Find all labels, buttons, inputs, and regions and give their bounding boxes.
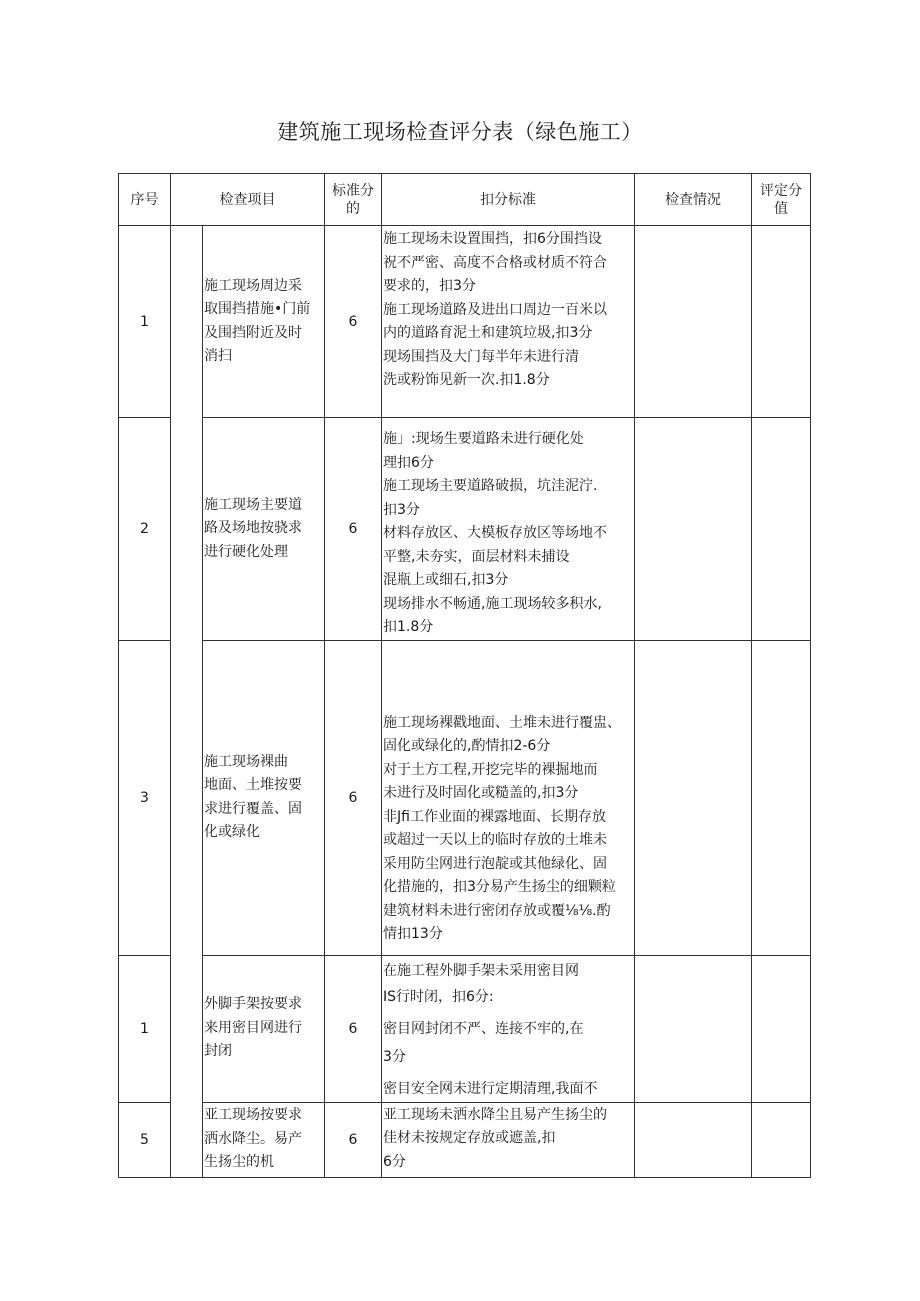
item-line: 生扬尘的机 xyxy=(204,1154,274,1171)
criteria-line: 6分 xyxy=(383,1153,406,1170)
criteria-line: 理扣6分 xyxy=(383,454,434,471)
evaluation-cell[interactable] xyxy=(752,1102,811,1177)
criteria-line: 施」:现场生要道路未进行硬化处 xyxy=(383,431,584,447)
deduction-criteria xyxy=(382,418,635,641)
criteria-line: 扣1.8分 xyxy=(383,619,434,635)
criteria-line: 佳材未按规定存放或遮盖,扣 xyxy=(383,1130,556,1146)
criteria-line: IS行时闭，扣6分: xyxy=(383,988,494,1005)
table-row xyxy=(119,955,811,1102)
check-item xyxy=(203,1102,325,1177)
row-no: 1 xyxy=(119,955,171,1102)
criteria-line: 未进行及时固化或糙盖的,扣3分 xyxy=(383,785,579,801)
item-line: 进行硬化处理 xyxy=(204,543,288,560)
table-row xyxy=(119,1102,811,1177)
item-line: 路及场地按骁求 xyxy=(204,520,302,536)
criteria-line: 3分 xyxy=(383,1048,406,1065)
standard-score: 6 xyxy=(325,1102,382,1177)
row-no: 2 xyxy=(119,418,171,641)
criteria-line: 平整,未夯实，面层材料未捕设 xyxy=(383,548,570,565)
header-score-line2: 的 xyxy=(346,200,360,217)
item-line: 施工现场主要道 xyxy=(204,496,302,513)
criteria-line: 亚工现场未洒水降尘且易产生扬尘的 xyxy=(383,1106,607,1123)
table-row xyxy=(119,418,811,641)
row-no: 1 xyxy=(119,226,171,418)
criteria-line: 现场围挡及大门每半年未进行清 xyxy=(383,348,579,365)
evaluation-cell[interactable] xyxy=(752,640,811,955)
header-check: 检查情况 xyxy=(635,174,752,226)
deduction-criteria xyxy=(382,1102,635,1177)
criteria-line: 扣3分 xyxy=(383,501,420,518)
page-title: 建筑施工现场检查评分表（绿色施工） xyxy=(277,120,643,144)
header-score xyxy=(325,174,382,226)
criteria-line: 对于土方工程,开挖完毕的裸掘地而 xyxy=(383,761,598,778)
evaluation-cell[interactable] xyxy=(752,955,811,1102)
criteria-line: 施工现场道路及进出口周边一百米以 xyxy=(383,301,607,318)
criteria-line: 情扣13分 xyxy=(383,926,443,942)
table-row xyxy=(119,226,811,418)
header-eval-line1: 评定分 xyxy=(760,182,802,199)
header-row xyxy=(119,174,811,226)
evaluation-cell[interactable] xyxy=(752,418,811,641)
criteria-line: 洗或粉饰见新一次.扣1.8分 xyxy=(383,372,550,388)
item-line: 及围挡附近及时 xyxy=(204,324,302,341)
criteria-line: 施工现场未设置围挡，扣6分围挡设 xyxy=(383,231,602,247)
item-line: 施工现场裸曲 xyxy=(204,753,288,770)
item-line: 求进行覆盖、固 xyxy=(204,800,302,817)
criteria-line: 化措施的，扣3分易产生扬尘的细颗粒 xyxy=(383,879,616,895)
score-table xyxy=(118,173,811,1178)
inspection-cell[interactable] xyxy=(635,418,752,641)
item-line: 洒水降尘。易产 xyxy=(204,1130,302,1147)
standard-score: 6 xyxy=(325,418,382,641)
header-item: 检查项目 xyxy=(171,174,325,226)
item-line: 化或绿化 xyxy=(204,824,260,840)
criteria-line: 材料存放区、大模板存放区等场地不 xyxy=(383,525,607,541)
item-line: 地面、土堆按要 xyxy=(204,777,302,793)
table-row xyxy=(119,640,811,955)
header-no: 序号 xyxy=(119,174,171,226)
check-item xyxy=(203,640,325,955)
check-item xyxy=(203,226,325,418)
inspection-cell[interactable] xyxy=(635,1102,752,1177)
deduction-criteria xyxy=(382,226,635,418)
criteria-line: 要求的，扣3分 xyxy=(383,278,476,294)
deduction-criteria xyxy=(382,955,635,1102)
row-no: 5 xyxy=(119,1102,171,1177)
item-line: 来用密目网进行 xyxy=(204,1019,302,1036)
criteria-line: 密目网封闭不严、连接不牢的,在 xyxy=(383,1020,584,1037)
criteria-line: 非Jfi工作业面的裸露地面、长期存放 xyxy=(383,808,606,825)
criteria-line: 或超过一天以上的临时存放的土堆未 xyxy=(383,832,607,848)
inspection-cell[interactable] xyxy=(635,640,752,955)
criteria-line: 在施工程外脚手架未采用密目网 xyxy=(383,962,579,979)
header-eval-line2: 值 xyxy=(774,200,788,217)
criteria-line: 施工现场裸戳地面、土堆未进行覆盅、 xyxy=(383,714,621,731)
row-no: 3 xyxy=(119,640,171,955)
header-eval xyxy=(752,174,811,226)
item-line: 施工现场周边采 xyxy=(204,277,302,294)
category-cell xyxy=(171,226,203,1178)
criteria-line: 施工现场主要道路破损，坑洼泥泞. xyxy=(383,478,598,494)
item-line: 亚工现场按要求 xyxy=(204,1107,302,1124)
item-line: 外脚手架按要求 xyxy=(204,996,302,1013)
criteria-line: 混瓶上或细石,扣3分 xyxy=(383,572,509,588)
criteria-line: 现场排水不畅通,施工现场较多积水, xyxy=(383,595,602,612)
item-line: 消扫 xyxy=(204,348,232,364)
criteria-line: 采用防尘网进行泡靛或其他绿化、固 xyxy=(383,855,607,872)
evaluation-cell[interactable] xyxy=(752,226,811,418)
item-line: 封闭 xyxy=(204,1043,232,1060)
standard-score: 6 xyxy=(325,640,382,955)
item-line: 取围挡措施•门前 xyxy=(204,301,311,317)
criteria-line: 建筑材料未进行密闭存放或覆⅛⅛.酌 xyxy=(383,902,611,919)
inspection-cell[interactable] xyxy=(635,226,752,418)
criteria-line: 祝不严密、高度不合格或材质不符合 xyxy=(383,254,607,271)
inspection-cell[interactable] xyxy=(635,955,752,1102)
header-score-line1: 标准分 xyxy=(332,182,374,199)
deduction-criteria xyxy=(382,640,635,955)
header-deduct: 扣分标准 xyxy=(382,174,635,226)
standard-score: 6 xyxy=(325,955,382,1102)
criteria-line: 密目安全网未进行定期清理,我面不 xyxy=(383,1080,598,1097)
criteria-line: 固化或绿化的,酌情扣2-6分 xyxy=(383,738,551,754)
criteria-line: 内的道路育泥土和建筑垃圾,扣3分 xyxy=(383,325,593,341)
check-item xyxy=(203,418,325,641)
standard-score: 6 xyxy=(325,226,382,418)
check-item xyxy=(203,955,325,1102)
